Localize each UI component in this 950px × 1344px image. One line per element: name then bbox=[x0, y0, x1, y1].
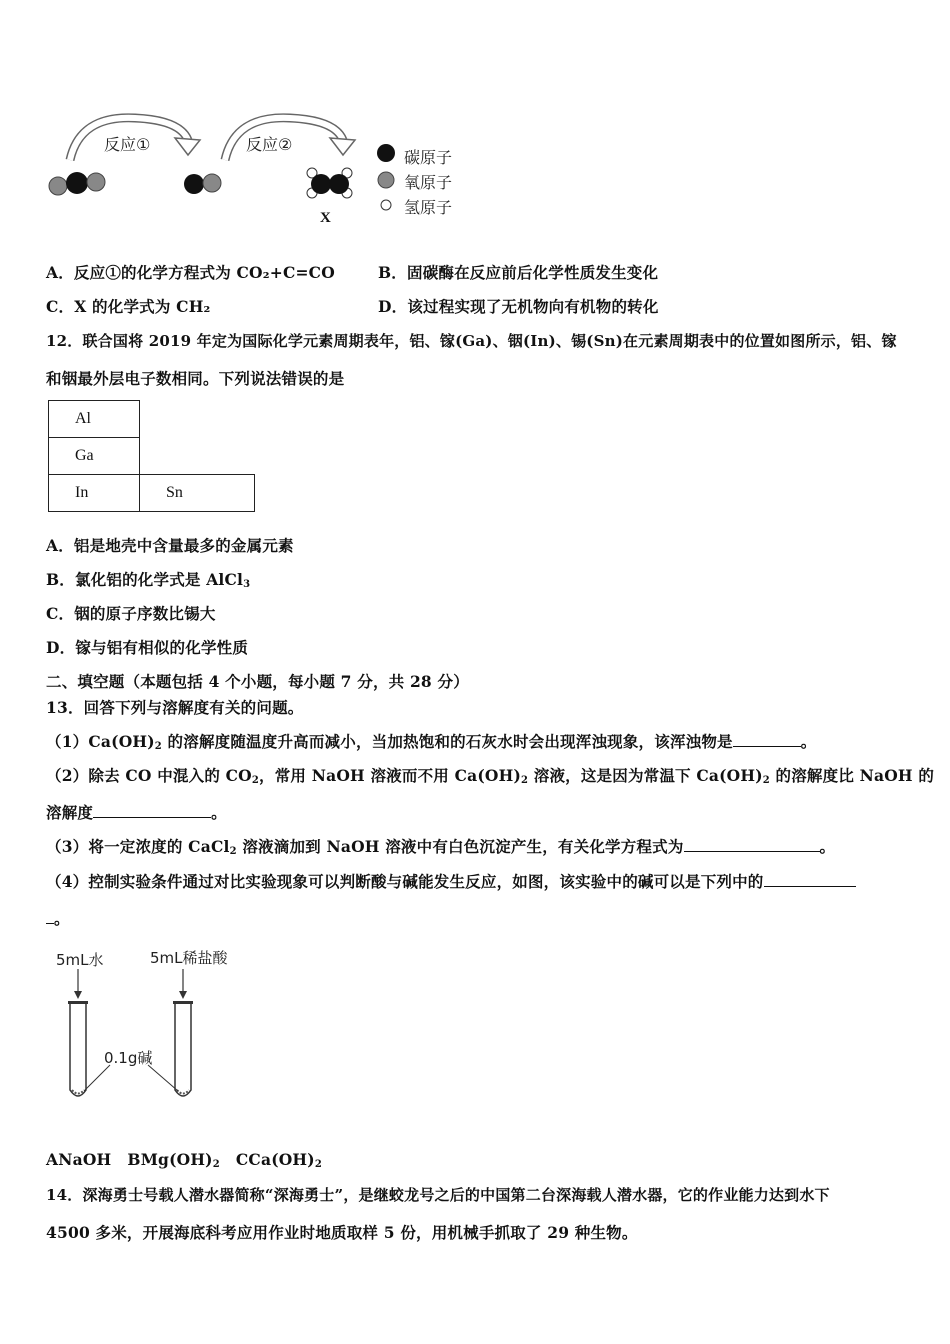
reaction-diagram bbox=[40, 110, 480, 240]
q12-stem-line1: 12．联合国将 2019 年定为国际化学元素周期表年，铝、镓(Ga)、铟(In)、锡(Sn)在元素周期表中的位置如图所示，铝、镓 bbox=[46, 332, 897, 350]
legend-carbon-label: 碳原子 bbox=[404, 148, 453, 167]
q14-stem-line1: 14．深海勇士号载人潜水器简称“深海勇士”，是继蛟龙号之后的中国第二台深海载人潜水器，它的作业能力达到水下 bbox=[46, 1186, 830, 1204]
q14-stem-line2: 4500 多米，开展海底科考应用作业时地质取样 5 份，用机械手抓取了 29 种生物。 bbox=[46, 1223, 638, 1242]
q13-part2-line2: 溶解度 。 bbox=[46, 803, 227, 822]
q13-title: 13．回答下列与溶解度有关的问题。 bbox=[46, 698, 304, 717]
element-sn: Sn bbox=[140, 475, 255, 512]
test-tube-right bbox=[175, 1003, 191, 1096]
base-pointer-left bbox=[84, 1065, 110, 1091]
reaction2-arrowhead bbox=[330, 138, 355, 155]
legend-oxygen-label: 氧原子 bbox=[404, 173, 453, 192]
answer-blank[interactable] bbox=[93, 803, 211, 818]
co-oxygen-atom bbox=[203, 174, 221, 192]
q13-options bbox=[46, 1150, 322, 1170]
x-carbon-atom bbox=[311, 174, 331, 194]
co2-oxygen-atom-right bbox=[87, 173, 105, 191]
reaction1-label: 反应① bbox=[104, 135, 151, 154]
subscript: 2 bbox=[314, 1159, 322, 1170]
reaction2-label: 反应② bbox=[246, 135, 293, 154]
acid-arrowhead bbox=[179, 991, 187, 999]
answer-blank[interactable] bbox=[46, 909, 54, 924]
q13-option-b: BMg(OH) bbox=[127, 1150, 213, 1169]
test-tube-left bbox=[70, 1003, 86, 1096]
base-label: 0.1g碱 bbox=[104, 1049, 153, 1067]
q12-option-c: C．铟的原子序数比锡大 bbox=[46, 604, 216, 623]
q12-option-a: A．铝是地壳中含量最多的金属元素 bbox=[46, 536, 294, 555]
water-label: 5mL水 bbox=[56, 951, 104, 969]
q12-option-d: D．镓与铝有相似的化学性质 bbox=[46, 638, 249, 657]
q13-option-a: ANaOH bbox=[46, 1150, 112, 1169]
q11-option-d: D．该过程实现了无机物向有机物的转化 bbox=[378, 297, 659, 316]
legend-hydrogen-label: 氢原子 bbox=[404, 198, 453, 217]
q13-part2-line1: （2）除去 CO 中混入的 $CO_2$，常用 NaOH 溶液而不用 $Ca(OH)_2$ 溶液，这是因为常温下 $Ca(OH)_2$ 的溶解度比 NaOH 的 bbox=[46, 766, 935, 786]
q12-option-b bbox=[46, 568, 250, 590]
legend-carbon-atom bbox=[377, 144, 395, 162]
subscript: 3 bbox=[243, 579, 251, 590]
q13-part3: （3）将一定浓度的 CaCl$_2$ 溶液滴加到 NaOH 溶液中有白色沉淀产生，有关化学方程式为 。 bbox=[46, 837, 836, 857]
legend-hydrogen-atom bbox=[381, 200, 391, 210]
subscript: 2 bbox=[212, 1159, 220, 1170]
element-al: Al bbox=[49, 401, 140, 438]
base-powder-left bbox=[72, 1090, 84, 1094]
subscript: 2 bbox=[251, 775, 260, 786]
q13-part4-line2: 。 bbox=[46, 907, 70, 929]
experiment-figure bbox=[48, 945, 248, 1110]
water-arrowhead bbox=[74, 991, 82, 999]
q11-option-a: A．反应①的化学方程式为 CO₂+C=CO bbox=[46, 263, 335, 282]
q11-option-c: C．X 的化学式为 CH₂ bbox=[46, 297, 211, 316]
legend-oxygen-atom bbox=[378, 172, 394, 188]
periodic-table-fragment bbox=[48, 400, 255, 512]
answer-blank[interactable] bbox=[684, 837, 820, 852]
answer-blank[interactable] bbox=[733, 732, 801, 747]
q12-option-b-text: B．氯化铝的化学式是 AlCl bbox=[46, 570, 244, 589]
subscript: 2 bbox=[762, 775, 770, 786]
co2-carbon-atom bbox=[66, 172, 88, 194]
q12-stem-line2: 和铟最外层电子数相同。下列说法错误的是 bbox=[46, 369, 345, 388]
q11-option-b: B．固碳酶在反应前后化学性质发生变化 bbox=[378, 263, 659, 282]
co2-oxygen-atom-left bbox=[49, 177, 67, 195]
q13-part4-line1: （4）控制实验条件通过对比实验现象可以判断酸与碱能发生反应，如图，该实验中的碱可以是下列中的 bbox=[46, 870, 856, 892]
reaction1-arrowhead bbox=[175, 138, 200, 155]
base-powder-right bbox=[177, 1090, 189, 1094]
x-carbon-atom bbox=[329, 174, 349, 194]
acid-label: 5mL稀盐酸 bbox=[150, 949, 228, 967]
answer-blank[interactable] bbox=[764, 872, 856, 887]
x-molecule-label: X bbox=[320, 210, 331, 226]
element-in: In bbox=[49, 475, 140, 512]
section-heading: 二、填空题（本题包括 4 个小题，每小题 7 分，共 28 分） bbox=[46, 672, 469, 691]
subscript: 2 bbox=[229, 846, 237, 857]
q13-part1: $(1)Ca(OH)_2$ 的溶解度随温度升高而减小，当加热饱和的石灰水时会出现浑浊现象，该浑浊物是 。 bbox=[46, 732, 817, 752]
subscript: 2 bbox=[520, 775, 529, 786]
co-carbon-atom bbox=[184, 174, 204, 194]
base-pointer-right bbox=[148, 1065, 178, 1091]
element-ga: Ga bbox=[49, 438, 140, 475]
q13-option-c: CCa(OH) bbox=[235, 1150, 315, 1169]
subscript: 2 bbox=[154, 741, 162, 752]
